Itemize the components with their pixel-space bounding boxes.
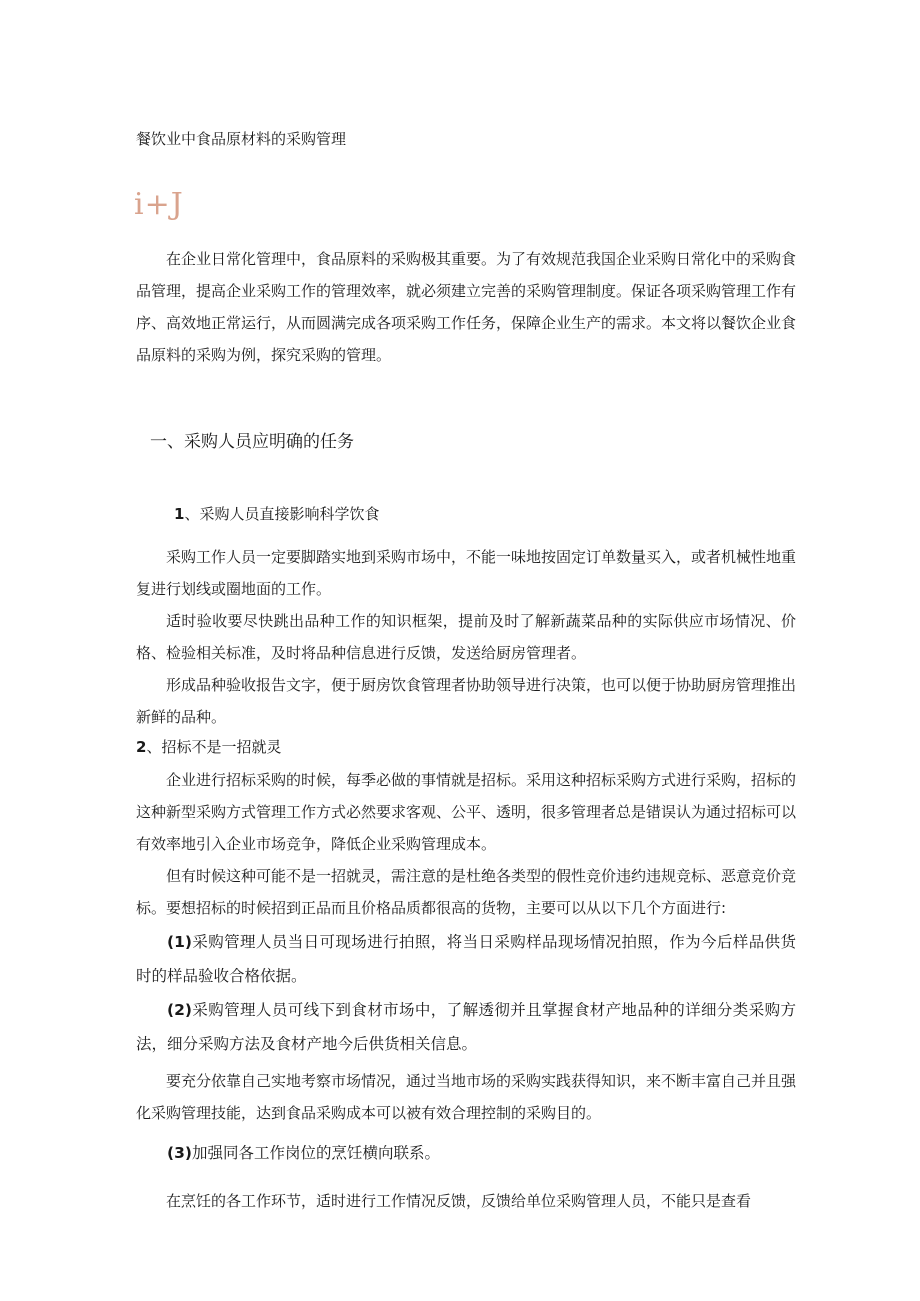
sub1-paragraph-3: 形成品种验收报告文字，便于厨房饮食管理者协助领导进行决策，也可以便于协助厨房管理推出新鲜的品种。 — [136, 676, 797, 726]
intro-paragraph: 在企业日常化管理中，食品原料的采购极其重要。为了有效规范我国企业采购日常化中的采购食品管理，提高企业采购工作的管理效率，就必须建立完善的采购管理制度。保证各项采购管理工作有序、高效地正常运行，从而圆满完成各项采购工作任务，保障企业生产的需求。本文将以餐饮企业食品原料的采购为例，探究采购的管理。 — [136, 250, 797, 364]
list-item-2-text: 采购管理人员可线下到食材市场中，了解透彻并且掌握食材产地品种的详细分类采购方法，细分采购方法及食材产地今后供货相关信息。 — [136, 1001, 796, 1053]
logo-mark: i+J — [134, 187, 184, 222]
subheading-2 — [136, 735, 796, 759]
subheading-1 — [174, 502, 834, 526]
list-item-3-number: (3) — [167, 1144, 192, 1162]
document-title: 餐饮业中食品原材料的采购管理 — [136, 130, 347, 148]
subheading-1-number: 1 — [174, 505, 185, 523]
list-item-3-text: 加强同各工作岗位的烹饪横向联系。 — [191, 1144, 440, 1162]
subheading-1-text: 、采购人员直接影响科学饮食 — [184, 505, 380, 523]
sub2-paragraph-2: 但有时候这种可能不是一招就灵，需注意的是杜绝各类型的假性竞价违约违规竞标、恶意竞价竞标。要想招标的时候招到正品而且价格品质都很高的货物，主要可以从以下几个方面进行: — [136, 867, 797, 917]
sub1-paragraph-1: 采购工作人员一定要脚踏实地到采购市场中，不能一味地按固定订单数量买入，或者机械性地重复进行划线或圈地面的工作。 — [136, 548, 797, 598]
list-item-2 — [136, 993, 796, 1061]
sub2-paragraph-1: 企业进行招标采购的时候，每季必做的事情就是招标。采用这种招标采购方式进行采购，招标的这种新型采购方式管理工作方式必然要求客观、公平、透明，很多管理者总是错误认为通过招标可以有效率地引入企业市场竞争，降低企业采购管理成本。 — [136, 771, 797, 853]
list-item-1-text: 采购管理人员当日可现场进行拍照，将当日采购样品现场情况拍照，作为今后样品供货时的样品验收合格依据。 — [136, 933, 796, 985]
last-paragraph: 在烹饪的各工作环节，适时进行工作情况反馈，反馈给单位采购管理人员，不能只是查看 — [166, 1192, 752, 1210]
subheading-2-number: 2 — [136, 738, 147, 756]
list-item-2-number: (2) — [167, 1001, 192, 1019]
list-item-3 — [136, 1136, 796, 1170]
paragraph-after-item-2: 要充分依靠自己实地考察市场情况，通过当地市场的采购实践获得知识，来不断丰富自己并且强化采购管理技能，达到食品采购成本可以被有效合理控制的采购目的。 — [136, 1072, 797, 1122]
subheading-2-text: 、招标不是一招就灵 — [146, 738, 282, 756]
section-heading: 一、采购人员应明确的任务 — [150, 432, 354, 452]
list-item-1-number: (1) — [167, 933, 192, 951]
sub1-paragraph-2: 适时验收要尽快跳出品种工作的知识框架，提前及时了解新蔬菜品种的实际供应市场情况、价格、检验相关标准，及时将品种信息进行反馈，发送给厨房管理者。 — [136, 612, 796, 662]
list-item-1 — [136, 925, 796, 993]
